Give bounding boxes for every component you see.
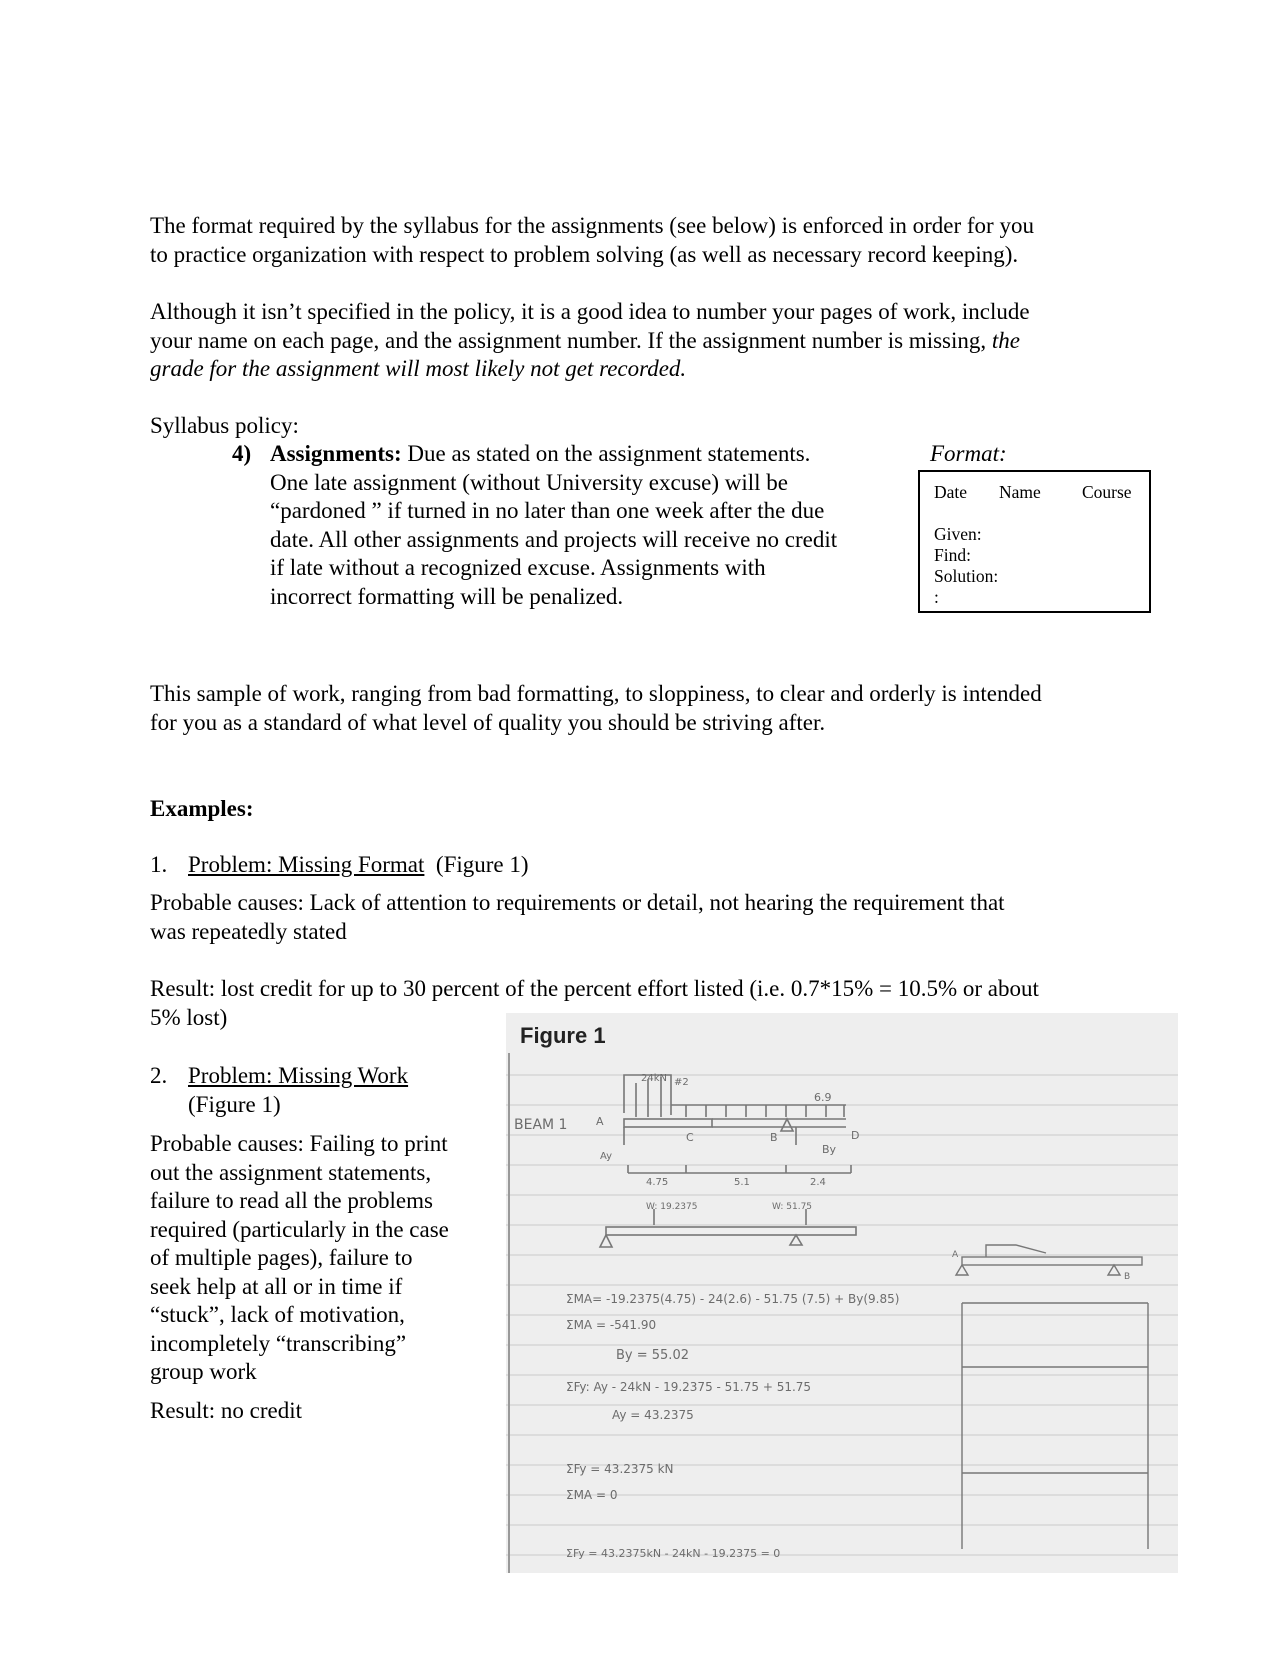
format-name: Name: [999, 482, 1041, 502]
format-row: Given:: [934, 524, 982, 544]
text-line: Probable causes: Lack of attention to requirements or detail, not hearing the requirement that: [150, 890, 1005, 915]
italic-text: the: [991, 327, 1020, 353]
examples-heading: Examples:: [150, 796, 254, 821]
example-1-causes: [150, 889, 1005, 946]
example-1-number: 1.: [150, 852, 168, 877]
example-2-number: 2.: [150, 1063, 168, 1088]
text-segment: your name on each page, and the assignment number. If the assignment number is missing,: [150, 327, 992, 353]
text-line: required (particularly in the case: [150, 1216, 449, 1242]
format-box: [918, 470, 1151, 613]
hw-dist: 6.9: [814, 1091, 832, 1104]
hw-ay: Ay: [600, 1151, 613, 1162]
hw-load-mark: #2: [674, 1077, 689, 1088]
hw-eq-3: By = 55.02: [616, 1348, 689, 1363]
format-rows: [934, 524, 998, 608]
intro-paragraph-1: [150, 212, 1034, 269]
hw-eq-1: ΣMA= -19.2375(4.75) - 24(2.6) - 51.75 (7.5) + By(9.85): [566, 1292, 900, 1306]
text-line: was repeatedly stated: [150, 918, 347, 944]
text-line: The format required by the syllabus for the assignments (see below) is enforced in order for you: [150, 213, 1034, 238]
hw-eq-8: ΣFy = 43.2375kN - 24kN - 19.2375 = 0: [566, 1547, 781, 1560]
hw-eq-6: ΣFy = 43.2375 kN: [566, 1462, 674, 1476]
format-row: Solution:: [934, 566, 999, 586]
hw-small-a: A: [952, 1250, 959, 1260]
text-line: incompletely “transcribing”: [150, 1330, 407, 1356]
hw-eq-4: ΣFy: Ay - 24kN - 19.2375 - 51.75 + 51.75: [566, 1380, 812, 1394]
text-line: “stuck”, lack of motivation,: [150, 1302, 405, 1327]
text-line: Result: lost credit for up to 30 percent of the percent effort listed (i.e. 0.7*15% = 10.5% or about: [150, 976, 1039, 1001]
hw-point-c: C: [686, 1131, 694, 1144]
text-line: date. All other assignments and projects will receive no credit: [270, 526, 838, 552]
hw-eq-5: Ay = 43.2375: [612, 1408, 694, 1422]
hw-d1: 4.75: [646, 1177, 669, 1188]
text-line: “pardoned ” if turned in no later than one week after the due: [270, 498, 825, 523]
format-row: Find:: [934, 545, 971, 565]
small-beam-sketch: [956, 1245, 1148, 1549]
format-row: :: [934, 587, 939, 607]
hw-by: By: [822, 1143, 837, 1156]
policy-label: Syllabus policy:: [150, 413, 299, 438]
example-2-result: Result: no credit: [150, 1398, 303, 1423]
hw-w2: W: 51.75: [772, 1202, 813, 1212]
text-line: Although it isn’t specified in the policy, it is a good idea to number your pages of work, include: [150, 299, 1030, 324]
hw-w1: W: 19.2375: [646, 1202, 698, 1212]
text-line: of multiple pages), failure to: [150, 1245, 413, 1270]
ruled-lines: [506, 1075, 1178, 1555]
text-line: [270, 440, 837, 469]
text-line: seek help at all or in time if: [150, 1273, 403, 1299]
example-2-causes: [150, 1130, 449, 1387]
text-line: This sample of work, ranging from bad formatting, to sloppiness, to clear and orderly is intended: [150, 681, 1042, 706]
hw-small-b: B: [1124, 1272, 1131, 1282]
text-line: One late assignment (without University excuse) will be: [270, 469, 789, 495]
hw-beam-label: BEAM 1: [514, 1117, 568, 1133]
hw-point-d: D: [851, 1129, 860, 1142]
problem-label: Problem: Missing Format: [188, 852, 425, 877]
hw-point-a: A: [596, 1115, 604, 1128]
problem-label: Problem: Missing Work: [188, 1063, 409, 1088]
figure-ref: (Figure 1): [188, 1091, 281, 1117]
text-line: out the assignment statements,: [150, 1159, 432, 1185]
text-line: if late without a recognized excuse. Assignments with: [270, 555, 766, 580]
format-course: Course: [1082, 482, 1132, 502]
italic-line: grade for the assignment will most likely not get recorded.: [150, 356, 687, 381]
figure-title: Figure 1: [520, 1023, 606, 1048]
intro-paragraph-2: [150, 298, 1030, 384]
text-line: incorrect formatting will be penalized.: [270, 583, 624, 609]
format-title: Format:: [930, 441, 1007, 466]
policy-item: [270, 440, 837, 611]
text-line: for you as a standard of what level of quality you should be striving after.: [150, 709, 826, 735]
example-1-title: [188, 851, 529, 880]
text-line: [150, 327, 1030, 356]
hw-load: 24kN: [641, 1073, 667, 1084]
policy-number: 4): [232, 441, 252, 466]
example-2-title: [188, 1062, 408, 1119]
text-line: group work: [150, 1359, 257, 1384]
format-date: Date: [934, 482, 968, 502]
text-line: to practice organization with respect to problem solving (as well as necessary record keeping).: [150, 241, 1019, 267]
figure-ref: (Figure 1): [435, 852, 529, 877]
text-line: failure to read all the problems: [150, 1188, 433, 1213]
hw-eq-7: ΣMA = 0: [566, 1488, 618, 1502]
policy-heading: Assignments:: [270, 441, 402, 466]
text-segment: Due as stated on the assignment statements.: [401, 441, 811, 466]
figure-1: [506, 1013, 1178, 1573]
hw-eq-2: ΣMA = -541.90: [566, 1318, 657, 1332]
hw-point-b: B: [770, 1131, 778, 1144]
hw-d3: 2.4: [810, 1177, 826, 1188]
text-line: Probable causes: Failing to print: [150, 1131, 448, 1156]
hw-d2: 5.1: [734, 1177, 750, 1188]
sample-paragraph: [150, 680, 1042, 737]
text-line: 5% lost): [150, 1004, 228, 1030]
notebook-scan: [506, 1013, 1178, 1573]
